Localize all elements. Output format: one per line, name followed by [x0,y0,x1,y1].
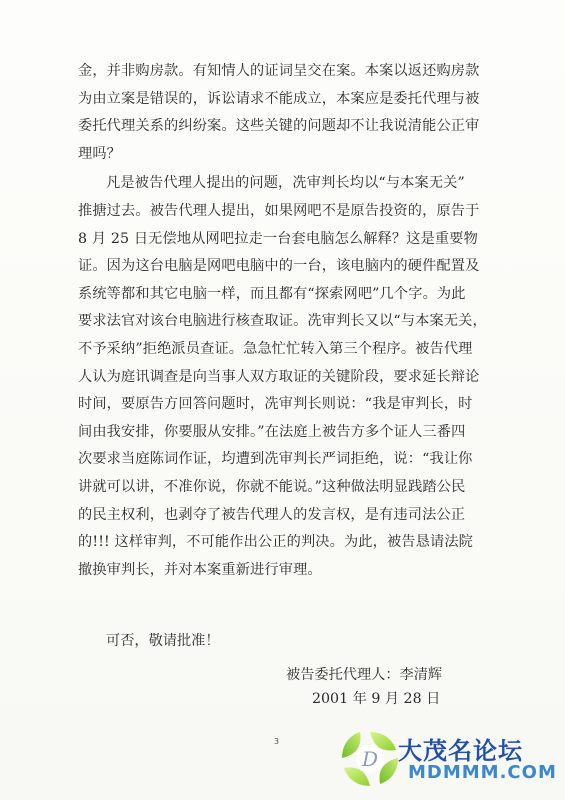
watermark-logo-letter: D [361,747,379,771]
paragraph-line: 凡是被告代理人提出的问题，冼审判长均以“与本案无关” [106,175,465,192]
page-number: 3 [274,737,280,746]
paragraph-line: 的!!! 这样审判，不可能作出公正的判决。为此，被告恳请法院 [78,534,473,551]
paragraph-line: 讲就可以讲，不准你说，你就不能说。”这种做法明显践踏公民 [78,478,466,495]
document-body [78,58,498,584]
paragraph-line: 间由我安排，你要服从安排。”在法庭上被告方多个证人三番四 [78,423,466,440]
watermark-leaf-icon [334,724,406,792]
paragraph-2 [78,170,498,584]
document-date: 2001 年 9 月 28 日 [312,691,441,707]
closing-line: 可否，敬请批准！ [106,633,220,649]
paragraph-line: 不予采纳”拒绝派员查证。急急忙忙转入第三个程序。被告代理 [78,340,473,357]
paragraph-1 [78,58,498,168]
paragraph-line: 理吗？ [78,145,122,162]
watermark-title: 大茂名论坛 [398,737,523,765]
site-watermark [334,724,557,794]
paragraph-line: 人认为庭讯调查是向当事人双方取证的关键阶段，要求延长辩论 [78,368,480,385]
paragraph-line: 撤换审判长，并对本案重新进行审理。 [78,561,322,578]
paragraph-line: 金，并非购房款。有知情人的证词呈交在案。本案以返还购房款 [78,63,480,79]
paragraph-line: 委托代理关系的纠纷案。这些关键的问题却不让我说清能公正审 [78,118,480,135]
paragraph-line: 8 月 25 日无偿地从网吧拉走一台套电脑怎么解释？这是重要物 [78,230,478,247]
agent-signature: 被告委托代理人：李清辉 [286,667,443,683]
paragraph-line: 的民主权利，也剥夺了被告代理人的发言权，是有违司法公正 [78,506,466,523]
paragraph-line: 为由立案是错误的，诉讼请求不能成立，本案应是委托代理与被 [78,90,480,107]
paragraph-line: 推搪过去。被告代理人提出，如果网吧不是原告投资的，原告于 [78,202,480,219]
paragraph-line: 时间，要原告方回答问题时，冼审判长则说：“我是审判长，时 [78,396,473,413]
paragraph-line: 证。因为这台电脑是网吧电脑中的一台，该电脑内的硬件配置及 [78,258,480,275]
paragraph-line: 系统等都和其它电脑一样，而且都有“探索网吧”几个字。为此 [78,285,466,302]
paragraph-line: 要求法官对该台电脑进行核查取证。冼审判长又以“与本案无关， [78,313,487,330]
paragraph-line: 次要求当庭陈词作证，均遭到冼审判长严词拒绝，说：“我让你 [78,451,473,468]
watermark-domain: MDMMM.COM [408,762,557,783]
